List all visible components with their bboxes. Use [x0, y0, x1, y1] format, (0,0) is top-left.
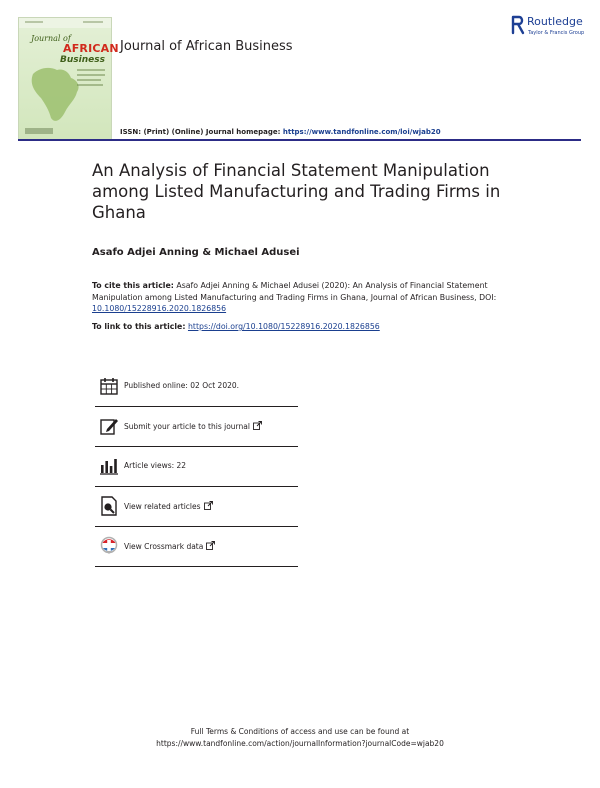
cover-title-line2: AFRICAN	[63, 42, 119, 55]
cover-title-line3: Business	[60, 55, 105, 65]
related-articles-row[interactable]	[95, 486, 298, 527]
citation-block	[92, 280, 512, 315]
bar-chart-icon	[99, 456, 119, 476]
published-online-row	[95, 366, 298, 407]
cite-label: To cite this article:	[92, 281, 174, 290]
routledge-logo-icon	[510, 15, 525, 35]
issn-label: ISSN: (Print) (Online) Journal homepage:	[120, 128, 281, 136]
external-link-icon	[204, 501, 213, 510]
terms-line: Full Terms & Conditions of access and use can be found at	[190, 727, 410, 736]
cover-title-line1: Journal of	[31, 34, 71, 43]
article-authors[interactable]: Asafo Adjei Anning & Michael Adusei	[92, 247, 300, 258]
publisher-name: Routledge	[527, 15, 583, 28]
article-views: Article views: 22	[124, 461, 187, 470]
edit-icon	[99, 416, 119, 436]
crossmark-icon	[99, 536, 119, 556]
article-link-row	[92, 322, 380, 331]
article-doi-url[interactable]: https://doi.org/10.1080/15228916.2020.1826856	[187, 322, 380, 331]
journal-cover	[18, 17, 119, 141]
external-link-icon	[253, 421, 262, 430]
related-articles-link[interactable]: View related articles	[124, 501, 213, 511]
related-articles-icon	[99, 496, 119, 516]
cite-text: Asafo Adjei Anning & Michael Adusei (2020): An Analysis of Financial Statement Manipulation among Listed Manufacturing and Trading Firms in Ghana, Journal of African Business, DOI:	[92, 281, 497, 302]
terms-url[interactable]: https://www.tandfonline.com/action/journalInformation?journalCode=wjab20	[156, 739, 444, 748]
doi-link[interactable]: 10.1080/15228916.2020.1826856	[92, 304, 227, 313]
external-link-icon	[206, 541, 215, 550]
crossmark-row[interactable]	[95, 526, 298, 567]
header-rule	[18, 139, 581, 141]
crossmark-link[interactable]: View Crossmark data	[124, 541, 215, 551]
link-label: To link to this article:	[92, 322, 186, 331]
submit-article-link[interactable]: Submit your article to this journal	[124, 421, 262, 431]
cover-publisher-mark	[25, 128, 53, 134]
publisher-subtitle: Taylor & Francis Group	[528, 30, 585, 36]
terms-footer	[0, 726, 600, 750]
article-title: An Analysis of Financial Statement Manipulation among Listed Manufacturing and Trading Firms in Ghana	[92, 161, 501, 222]
calendar-icon	[99, 376, 119, 396]
issn-line	[120, 128, 441, 136]
journal-title[interactable]: Journal of African Business	[120, 39, 293, 54]
published-date: Published online: 02 Oct 2020.	[124, 381, 240, 390]
article-views-row	[95, 446, 298, 487]
submit-article-row[interactable]	[95, 406, 298, 447]
journal-homepage-link[interactable]: https://www.tandfonline.com/loi/wjab20	[282, 128, 441, 136]
